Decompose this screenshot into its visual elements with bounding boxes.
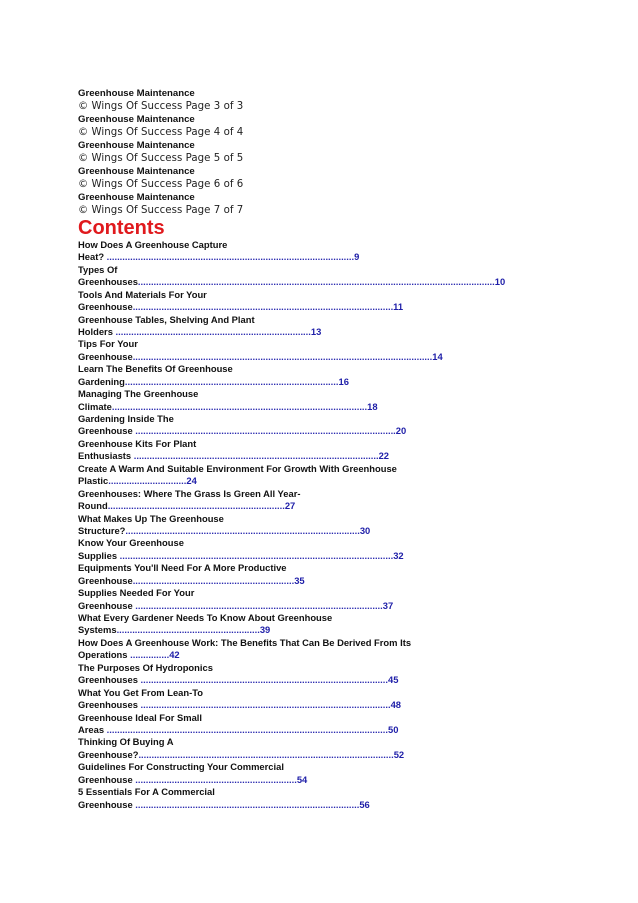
toc-entry-title: 5 Essentials For A Commercial (78, 786, 215, 798)
toc-entry-line (78, 600, 548, 612)
table-of-contents (78, 239, 548, 811)
toc-entry-title-cont: Greenhouses (78, 674, 138, 686)
toc-leader-dots: ............................................................................................... (137, 674, 388, 686)
toc-entry[interactable] (78, 562, 548, 587)
toc-entry-title-cont: Holders (78, 325, 113, 337)
header-title: Greenhouse Maintenance (78, 165, 195, 177)
toc-entry-title: Types Of (78, 263, 118, 275)
toc-entry-title-cont: Greenhouse (78, 773, 133, 785)
toc-leader-dots: .................................................................... (107, 500, 285, 512)
toc-page-number[interactable]: 50 (387, 723, 399, 735)
toc-entry-title-cont: Greenhouse (78, 350, 133, 362)
toc-entry-title-cont: Structure? (78, 524, 126, 536)
toc-leader-dots: ......................................................................................................................................... (137, 276, 495, 288)
toc-entry-line (78, 276, 548, 288)
toc-page-number[interactable]: 39 (259, 624, 271, 636)
toc-page-number[interactable]: 9 (354, 251, 360, 263)
toc-entry[interactable] (78, 388, 548, 413)
toc-page-number[interactable]: 13 (310, 325, 322, 337)
toc-entry-title: Managing The Greenhouse (78, 388, 199, 400)
toc-entry-line (78, 450, 548, 462)
toc-entry-title: Greenhouse Tables, Shelving And Plant (78, 313, 255, 325)
header-title: Greenhouse Maintenance (78, 88, 195, 99)
toc-page-number[interactable]: 24 (186, 475, 197, 487)
toc-entry[interactable] (78, 438, 548, 463)
toc-entry[interactable] (78, 712, 548, 737)
toc-entry-title-cont: Greenhouse (78, 798, 133, 810)
header-copyright: © Wings Of Success Page 7 of 7 (78, 205, 244, 217)
toc-entry[interactable] (78, 289, 548, 314)
toc-entry[interactable] (78, 463, 548, 488)
toc-leader-dots: .............................................................. (132, 773, 297, 785)
toc-page-number[interactable]: 22 (378, 450, 390, 462)
toc-entry-title: Tips For Your (78, 338, 138, 350)
toc-entry-title: The Purposes Of Hydroponics (78, 661, 213, 673)
toc-page-number[interactable]: 54 (296, 773, 308, 785)
toc-entry[interactable] (78, 637, 548, 662)
toc-page-number[interactable]: 27 (284, 500, 296, 512)
toc-page-number[interactable]: 10 (494, 276, 506, 288)
toc-entry-title: Greenhouse Ideal For Small (78, 711, 202, 723)
toc-entry-title-cont: Greenhouse (78, 425, 133, 437)
toc-entry-line (78, 550, 548, 562)
toc-page-number[interactable]: 45 (387, 674, 399, 686)
toc-page-number[interactable]: 37 (382, 599, 394, 611)
toc-page-number[interactable]: 52 (393, 748, 405, 760)
toc-leader-dots: ............................................................................................................ (104, 723, 388, 735)
toc-entry-line (78, 475, 548, 487)
toc-page-number[interactable]: 30 (359, 524, 371, 536)
header-title: Greenhouse Maintenance (78, 113, 195, 125)
toc-entry-title-cont: Heat? (78, 251, 105, 263)
toc-entry[interactable] (78, 314, 548, 339)
header-blocks (78, 88, 548, 218)
toc-entry-title: Tools And Materials For Your (78, 288, 207, 300)
toc-leader-dots: ...................................................................................... (132, 798, 360, 810)
toc-entry-title: What Makes Up The Greenhouse (78, 512, 224, 524)
toc-entry-line (78, 525, 548, 537)
toc-leader-dots: .............................................................................................. (131, 450, 379, 462)
toc-entry-title: What Every Gardener Needs To Know About Greenhouse (78, 612, 333, 624)
toc-entry-title: Equipments You'll Need For A More Productive (78, 562, 287, 574)
toc-entry-title-cont: Plastic (78, 475, 109, 487)
toc-page-number[interactable]: 16 (338, 375, 349, 387)
toc-entry[interactable] (78, 363, 548, 388)
toc-entry-title-cont: Systems (78, 624, 117, 636)
toc-leader-dots: ....................................................... (116, 624, 260, 636)
toc-entry-line (78, 376, 548, 388)
toc-leader-dots: .......................................................................................... (125, 524, 360, 536)
toc-entry[interactable] (78, 264, 548, 289)
toc-entry-title: What You Get From Lean-To (78, 686, 203, 698)
toc-leader-dots: .................................................................................................... (132, 301, 394, 313)
toc-entry-line (78, 500, 548, 512)
toc-entry[interactable] (78, 488, 548, 513)
toc-leader-dots: ................................................................................................ (137, 699, 391, 711)
toc-entry-line (78, 575, 548, 587)
toc-entry-title: Greenhouse Kits For Plant (78, 437, 197, 449)
document-page (78, 88, 548, 811)
toc-entry-line (78, 799, 548, 811)
toc-entry-line (78, 401, 548, 413)
toc-entry-title: How Does A Greenhouse Capture (78, 238, 228, 250)
toc-entry-title-cont: Greenhouse (78, 301, 133, 313)
toc-leader-dots: .............................. (108, 475, 187, 487)
toc-entry-title: How Does A Greenhouse Work: The Benefits That Can Be Derived From Its (78, 636, 412, 648)
toc-entry-line (78, 674, 548, 686)
toc-entry-line (78, 699, 548, 711)
toc-entry-title: Create A Warm And Suitable Environment For Growth With Greenhouse (78, 462, 397, 474)
toc-entry[interactable] (78, 761, 548, 786)
toc-entry-title-cont: Supplies (78, 549, 118, 561)
toc-entry-title: Learn The Benefits Of Greenhouse (78, 363, 233, 375)
toc-entry-title-cont: Gardening (78, 375, 125, 387)
toc-leader-dots: ............................................................................................... (104, 251, 355, 263)
toc-entry-title-cont: Round (78, 500, 108, 512)
toc-entry-line (78, 649, 548, 661)
contents-heading: Contents (78, 216, 165, 239)
toc-entry[interactable] (78, 612, 548, 637)
toc-entry-title-cont: Greenhouse (78, 574, 133, 586)
toc-leader-dots: ........................................................................... (112, 325, 311, 337)
toc-entry-line (78, 774, 548, 786)
toc-entry-title-cont: Enthusiasts (78, 450, 132, 462)
toc-entry-line (78, 301, 548, 313)
toc-page-number[interactable]: 42 (169, 649, 180, 661)
toc-entry-line (78, 749, 548, 761)
header-copyright: © Wings Of Success Page 5 of 5 (78, 153, 244, 165)
toc-page-number[interactable]: 56 (359, 798, 370, 810)
toc-entry[interactable] (78, 687, 548, 712)
toc-page-number[interactable]: 20 (395, 425, 407, 437)
toc-entry-line (78, 351, 548, 363)
toc-entry[interactable] (78, 736, 548, 761)
header-copyright: © Wings Of Success Page 3 of 3 (78, 101, 244, 113)
toc-entry-line (78, 251, 548, 263)
toc-entry-title-cont: Greenhouses (78, 699, 138, 711)
toc-entry-title-cont: Greenhouse? (78, 748, 139, 760)
toc-leader-dots: .................................................................................................... (132, 425, 396, 437)
toc-page-number[interactable]: 18 (367, 400, 378, 412)
toc-entry-title-cont: Climate (78, 400, 112, 412)
toc-page-number[interactable]: 48 (390, 699, 402, 711)
toc-entry[interactable] (78, 413, 548, 438)
toc-entry[interactable] (78, 662, 548, 687)
toc-leader-dots: ............... (127, 649, 170, 661)
header-title: Greenhouse Maintenance (78, 191, 195, 203)
toc-entry-title-cont: Areas (78, 723, 105, 735)
toc-entry-title: Guidelines For Constructing Your Commercial (78, 761, 284, 773)
header-copyright: © Wings Of Success Page 6 of 6 (78, 179, 244, 191)
toc-entry[interactable] (78, 587, 548, 612)
toc-entry-title: Supplies Needed For Your (78, 587, 195, 599)
toc-leader-dots: .................................................................................. (124, 375, 339, 387)
toc-entry-line (78, 624, 548, 636)
toc-entry-line (78, 724, 548, 736)
toc-page-number[interactable]: 32 (393, 549, 404, 561)
toc-leader-dots: ......................................................................................................... (117, 549, 394, 561)
toc-entry-title-cont: Greenhouse (78, 599, 133, 611)
toc-entry-title: Greenhouses: Where The Grass Is Green All Year- (78, 487, 301, 499)
toc-entry[interactable] (78, 537, 548, 562)
toc-entry-line (78, 425, 548, 437)
toc-entry-title: Gardening Inside The (78, 413, 174, 425)
toc-entry-line (78, 326, 548, 338)
header-title: Greenhouse Maintenance (78, 139, 195, 151)
toc-entry-title-cont: Greenhouses (78, 276, 138, 288)
toc-page-number[interactable]: 14 (432, 350, 443, 362)
toc-page-number[interactable]: 35 (294, 574, 305, 586)
toc-entry[interactable] (78, 786, 548, 811)
toc-leader-dots: .................................................................................................. (111, 400, 368, 412)
toc-entry-title-cont: Operations (78, 649, 128, 661)
toc-entry[interactable] (78, 513, 548, 538)
toc-entry-title: Thinking Of Buying A (78, 736, 174, 748)
toc-page-number[interactable]: 11 (393, 301, 404, 313)
toc-entry[interactable] (78, 338, 548, 363)
toc-leader-dots: ............................................................................................... (132, 599, 383, 611)
header-copyright: © Wings Of Success Page 4 of 4 (78, 127, 244, 139)
toc-leader-dots: ................................................................................................................... (132, 350, 433, 362)
toc-leader-dots: .............................................................. (132, 574, 295, 586)
toc-entry-title: Know Your Greenhouse (78, 537, 184, 549)
toc-entry[interactable] (78, 239, 548, 264)
toc-leader-dots: .................................................................................................. (138, 748, 394, 760)
